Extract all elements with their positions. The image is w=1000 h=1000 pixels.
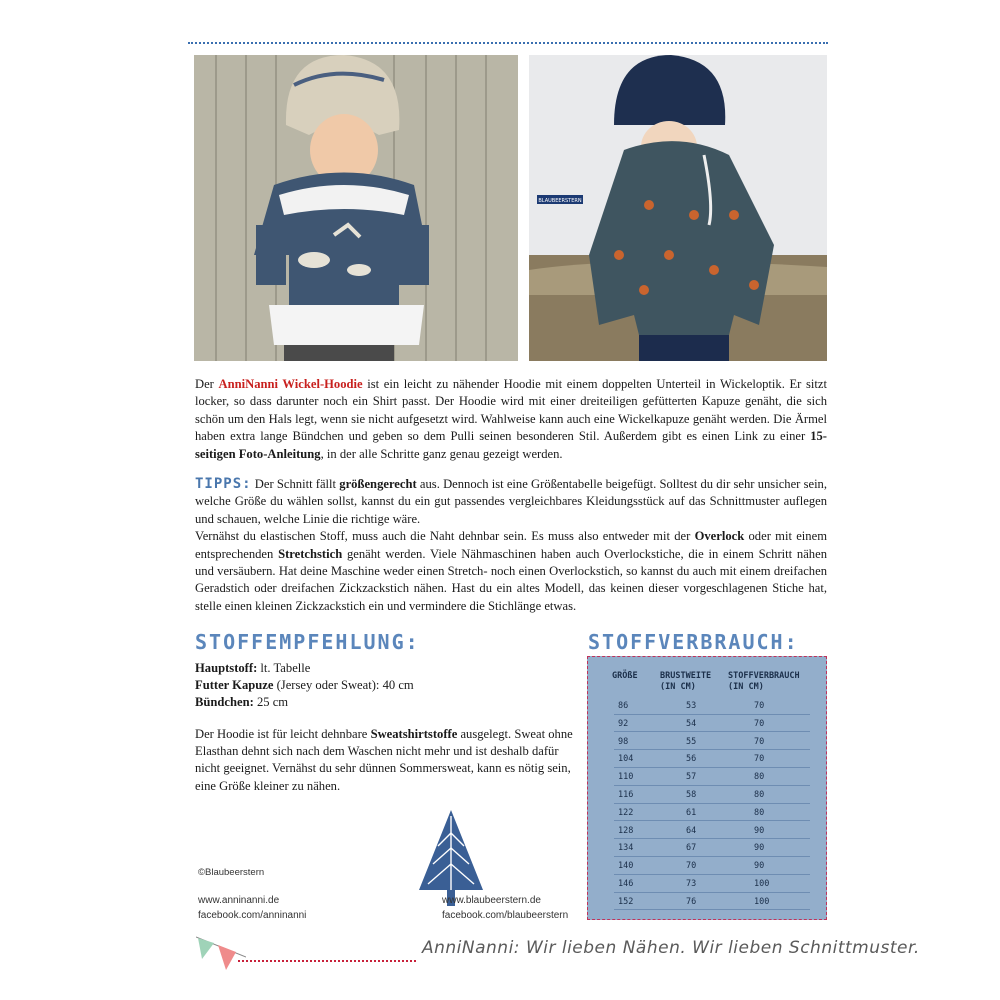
cell-usage: 80 bbox=[754, 772, 765, 783]
cell-usage: 70 bbox=[754, 754, 765, 765]
cell-chest: 53 bbox=[686, 701, 697, 711]
table-row bbox=[614, 804, 810, 822]
tips-bold-3: Stretchstich bbox=[278, 546, 343, 561]
table-row bbox=[614, 768, 810, 786]
cell-usage: 90 bbox=[754, 843, 765, 854]
cell-size: 110 bbox=[618, 772, 634, 783]
intro-bold: 15-seitigen Foto-Anleitung bbox=[195, 429, 827, 461]
cell-chest: 56 bbox=[686, 754, 697, 765]
cell-usage: 80 bbox=[754, 790, 765, 800]
cell-size: 134 bbox=[618, 843, 634, 854]
cell-size: 146 bbox=[618, 879, 634, 889]
fabric-main-value: lt. Tabelle bbox=[257, 661, 311, 675]
cell-chest: 64 bbox=[686, 825, 697, 836]
anninanni-links bbox=[198, 893, 306, 923]
tips-section bbox=[195, 476, 827, 615]
cell-usage: 70 bbox=[754, 701, 765, 711]
table-row bbox=[614, 733, 810, 751]
col-header-usage bbox=[728, 671, 800, 693]
table-row bbox=[614, 893, 810, 911]
cell-size: 98 bbox=[618, 736, 629, 747]
fabric-cuffs-label: Bündchen: bbox=[195, 695, 254, 709]
col-chest-label: BRUSTWEITE bbox=[660, 671, 712, 681]
copyright: ©Blaubeerstern bbox=[198, 867, 265, 878]
cell-chest: 58 bbox=[686, 790, 697, 800]
cell-chest: 55 bbox=[686, 736, 697, 747]
cell-size: 140 bbox=[618, 861, 634, 872]
cell-usage: 80 bbox=[754, 807, 765, 818]
fabric-line-main bbox=[195, 660, 575, 677]
tips-text-3: Vernähst du elastischen Stoff, muss auch die Naht dehnbar sein. Es muss also entweder mit der bbox=[195, 529, 695, 544]
table-row bbox=[614, 839, 810, 857]
tips-text-2: aus. Dennoch ist eine Größentabelle beigefügt. Solltest du dir sehr unsicher sein, welche Größe du wählen sollst, kannst du ein gut passendes vergleichbares Kleidungsstück auf das Schnittmuster auflegen und schauen, welche Linie die richtige wäre. bbox=[195, 477, 828, 526]
cell-size: 116 bbox=[618, 790, 634, 800]
col-usage-unit: (IN CM) bbox=[728, 682, 764, 692]
tips-label: TIPPS: bbox=[195, 476, 252, 492]
col-size-label: GRÖßE bbox=[612, 671, 638, 681]
cell-usage: 70 bbox=[754, 718, 765, 729]
cell-chest: 67 bbox=[686, 843, 697, 854]
product-name: AnniNanni Wickel-Hoodie bbox=[218, 377, 363, 391]
photo-boy-fox-hoodie bbox=[529, 55, 827, 361]
fabric-lining-label: Futter Kapuze bbox=[195, 678, 274, 692]
cell-chest: 70 bbox=[686, 861, 697, 872]
stoffempfehlung-heading: STOFFEMPFEHLUNG: bbox=[195, 630, 420, 654]
cell-size: 86 bbox=[618, 701, 629, 711]
blaubeerstern-facebook-link[interactable]: facebook.com/blaubeerstern bbox=[442, 910, 569, 921]
fabric-lining-value: (Jersey oder Sweat): 40 cm bbox=[273, 678, 414, 692]
cell-chest: 76 bbox=[686, 896, 697, 907]
bunting-flags-icon bbox=[196, 935, 246, 975]
table-row bbox=[614, 875, 810, 893]
cell-size: 152 bbox=[618, 896, 634, 907]
cell-size: 122 bbox=[618, 807, 634, 818]
footer-dotted-line bbox=[238, 960, 416, 962]
table-row bbox=[614, 750, 810, 768]
cell-size: 104 bbox=[618, 754, 634, 765]
sweat-note bbox=[195, 726, 575, 795]
sweat-text-1: Der Hoodie ist für leicht dehnbare bbox=[195, 727, 371, 741]
fabric-main-label: Hauptstoff: bbox=[195, 661, 258, 675]
table-row bbox=[614, 786, 810, 804]
tips-text-5: genäht werden. Viele Nähmaschinen haben auch Overlockstiche, die in einem Schritt nähen und versäubern. Hat deine Maschine weder einen Stretch- noch einen Overlockstich, so kannst du auch mit einem dreifachen Geradstich oder dreifachen Zickzackstich nähen. Hast du ein altes Modell, das keinen dieser vorgeschlagenen Stiche hat, stelle einen kleinen Zickzackstich ein und vermindere die Stichlänge etwas. bbox=[195, 546, 827, 613]
anninanni-website-link[interactable]: www.anninanni.de bbox=[198, 895, 280, 906]
cell-chest: 61 bbox=[686, 807, 697, 818]
top-dotted-divider bbox=[188, 42, 828, 44]
cell-usage: 70 bbox=[754, 736, 765, 747]
photo-badge: BLAUBEERSTERN bbox=[538, 198, 582, 204]
photo-girl-hoodie bbox=[194, 55, 518, 361]
cell-chest: 73 bbox=[686, 879, 697, 889]
table-row bbox=[614, 822, 810, 840]
table-row bbox=[614, 715, 810, 733]
cell-chest: 57 bbox=[686, 772, 697, 783]
fabric-cuffs-value: 25 cm bbox=[253, 695, 289, 709]
stoffverbrauch-heading: STOFFVERBRAUCH: bbox=[588, 630, 799, 654]
tagline: AnniNanni: Wir lieben Nähen. Wir lieben Schnittmuster. bbox=[422, 938, 920, 958]
sweat-text-2: ausgelegt. Sweat ohne Elasthan dehnt sich nach dem Waschen nicht mehr und ist deshalb dafür nicht geeignet. Vernähst du sehr dünnen Sommersweat, kann es nötig sein, eine Größe kleiner zu nähen. bbox=[195, 727, 573, 793]
cell-usage: 100 bbox=[754, 879, 770, 889]
cell-chest: 54 bbox=[686, 718, 697, 729]
col-header-chest bbox=[660, 671, 711, 693]
cell-usage: 90 bbox=[754, 861, 765, 872]
cell-size: 92 bbox=[618, 718, 629, 729]
tips-text-4: oder mit einem entsprechenden bbox=[195, 529, 827, 561]
cell-size: 128 bbox=[618, 825, 634, 836]
sweat-bold: Sweatshirtstoffe bbox=[370, 727, 458, 741]
blaubeerstern-links bbox=[442, 893, 568, 923]
col-usage-label: STOFFVERBRAUCH bbox=[728, 671, 800, 681]
blaubeerstern-website-link[interactable]: www.blaubeerstern.de bbox=[442, 895, 541, 906]
intro-paragraph bbox=[195, 376, 827, 463]
anninanni-facebook-link[interactable]: facebook.com/anninanni bbox=[198, 910, 307, 921]
intro-text-2: ist ein leicht zu nähender Hoodie mit einem doppelten Unterteil in Wickeloptik. Er sitzt locker, so dass darunter noch ein Shirt passt. Der Hoodie wird mit einer dreiteiligen gefütterten Kapuze genäht, die sich schön um den Hals legt, wenn sie nicht aufgesetzt wird. Wahlweise kann auch eine Wickelkapuze genäht werden. Die Ärmel haben extra lange Bündchen und geben so dem Pulli seinen besonderen Stil. Außerdem gibt es einen Link zu einer bbox=[195, 377, 827, 444]
fabric-recommendation-list bbox=[195, 660, 575, 711]
cell-usage: 100 bbox=[754, 896, 770, 907]
intro-text-3: , in der alle Schritte ganz genau gezeigt werden. bbox=[320, 446, 563, 461]
col-header-size bbox=[612, 671, 638, 682]
table-row bbox=[614, 857, 810, 875]
table-row bbox=[614, 697, 810, 715]
tips-bold-1: größengerecht bbox=[339, 477, 417, 491]
cell-usage: 90 bbox=[754, 825, 765, 836]
tips-bold-2: Overlock bbox=[694, 529, 745, 544]
fabric-line-cuffs bbox=[195, 694, 575, 711]
tips-text-1: Der Schnitt fällt bbox=[251, 477, 340, 491]
size-table bbox=[587, 656, 827, 920]
fabric-line-lining bbox=[195, 677, 575, 694]
col-chest-unit: (IN CM) bbox=[660, 682, 696, 692]
intro-text-1: Der bbox=[195, 377, 219, 391]
